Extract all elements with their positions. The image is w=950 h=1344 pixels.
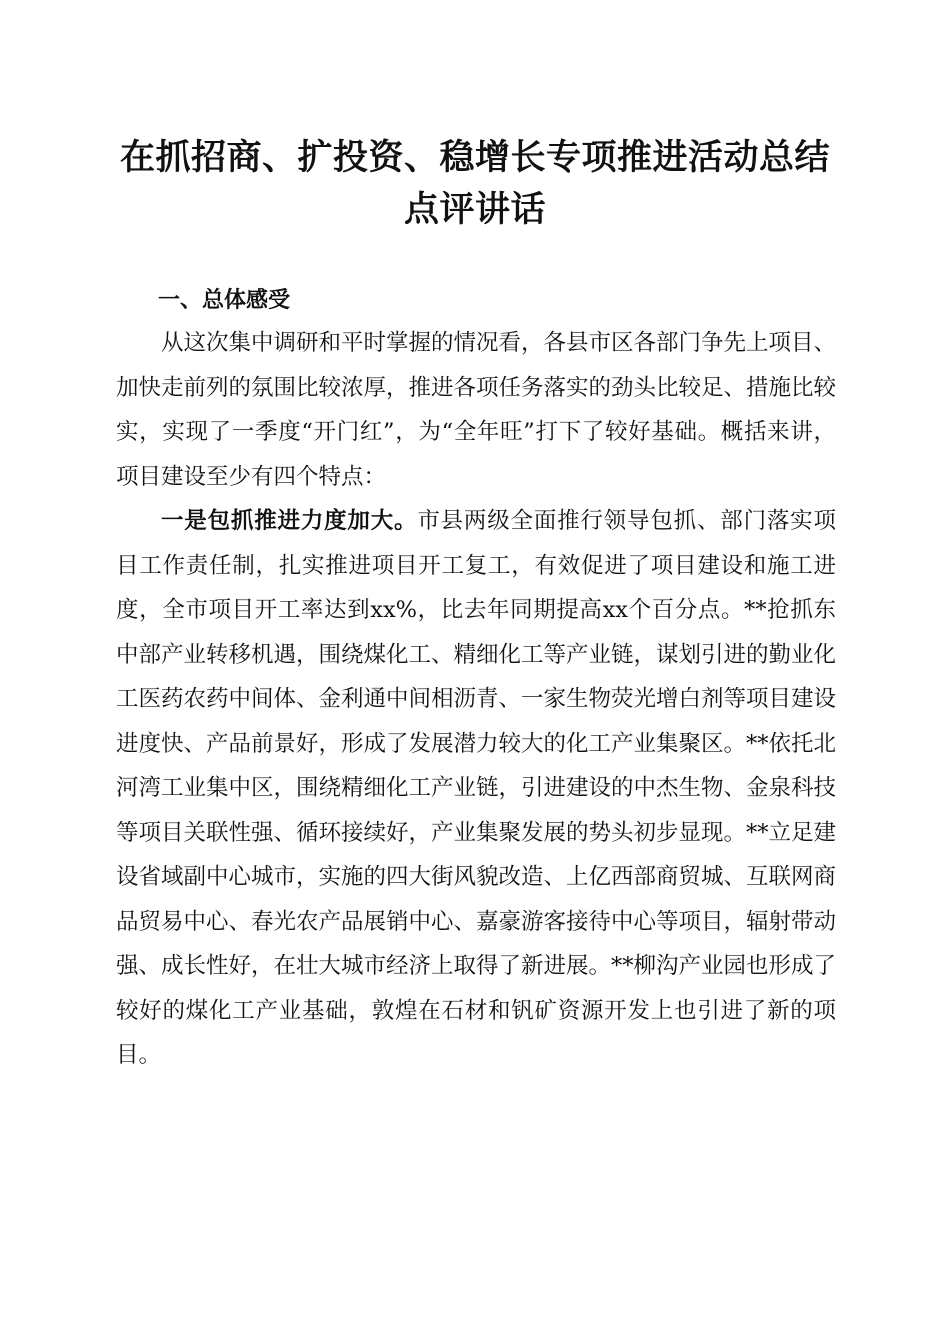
section-heading: 一、总体感受 — [158, 288, 291, 313]
paragraph-feature-one — [116, 499, 836, 1078]
title-line-2: 点评讲话 — [403, 189, 546, 230]
paragraph-overview: 从这次集中调研和平时掌握的情况看，各县市区各部门争先上项目、加快走前列的氛围比较浓厚，推进各项任务落实的劲头比较足、措施比较实，实现了一季度“开门红”，为“全年旺”打下了较好基础。概括来讲，项目建设至少有四个特点： — [116, 330, 837, 490]
document-title — [100, 132, 850, 236]
title-line-1: 在抓招商、扩投资、稳增长专项推进活动总结 — [119, 137, 830, 178]
paragraph-body-text: 市县两级全面推行领导包抓、部门落实项目工作责任制，扎实推进项目开工复工，有效促进了项目建设和施工进度，全市项目开工率达到xx%，比去年同期提高xx个百分点。**抢抓东中部产业转移机遇，围绕煤化工、精细化工等产业链，谋划引进的勤业化工医药农药中间体、金利通中间相沥青、一家生物荧光增白剂等项目建设进度快、产品前景好，形成了发展潜力较大的化工产业集聚区。**依托北河湾工业集中区，围绕精细化工产业链，引进建设的中杰生物、金泉科技等项目关联性强、循环接续好，产业集聚发展的势头初步显现。**立足建设省域副中心城市，实施的四大街风貌改造、上亿西部商贸城、互联网商品贸易中心、春光农产品展销中心、嘉豪游客接待中心等项目，辐射带动强、成长性好，在壮大城市经济上取得了新进展。**柳沟产业园也形成了较好的煤化工产业基础，敦煌在石材和钒矿资源开发上也引进了新的项目。 — [116, 508, 837, 1068]
paragraph-lead-text: 一是包抓推进力度加大。 — [161, 508, 418, 534]
